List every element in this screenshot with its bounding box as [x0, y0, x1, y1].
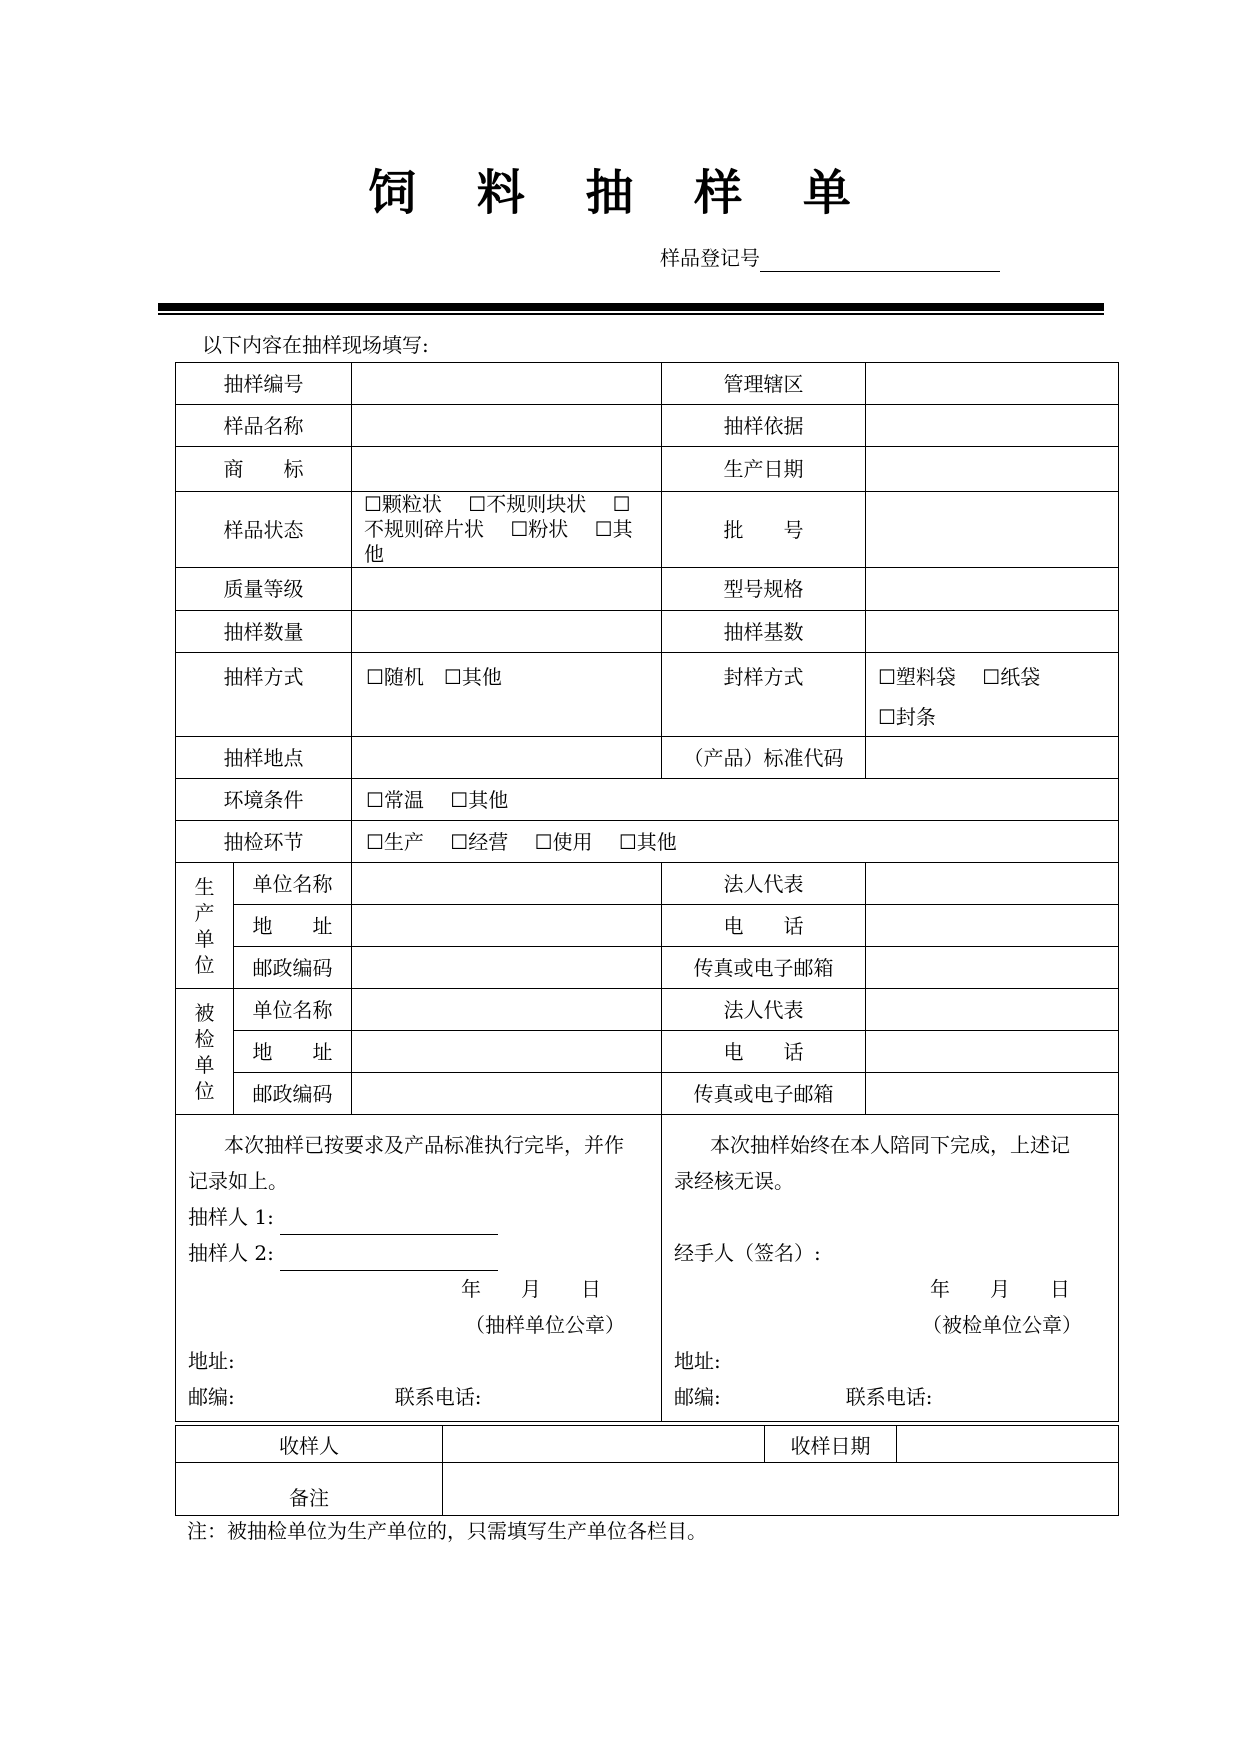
- handler-line[interactable]: [674, 1235, 1106, 1271]
- field-model-spec[interactable]: [866, 568, 1119, 611]
- label-inspection-stage: 抽检环节: [176, 821, 352, 863]
- producer-fax-label: 传真或电子邮箱: [662, 947, 866, 989]
- sample-state-options-line3: 他: [364, 542, 384, 566]
- sampler-phone: 联系电话:: [394, 1385, 482, 1409]
- inspected-phone: 联系电话:: [845, 1385, 933, 1409]
- label-quality-grade: 质量等级: [176, 568, 352, 611]
- inspected-row-postcode: [176, 1073, 1119, 1115]
- label-batch-number: 批 号: [662, 492, 866, 568]
- label-environment: 环境条件: [176, 779, 352, 821]
- producer-name-label: 单位名称: [234, 863, 352, 905]
- field-standard-code[interactable]: [866, 737, 1119, 779]
- label-sampling-location: 抽样地点: [176, 737, 352, 779]
- row-sampling-method: [176, 653, 1119, 737]
- sampler-seal: （抽样单位公章）: [465, 1313, 625, 1337]
- intro-text: 以下内容在抽样现场填写:: [202, 333, 429, 357]
- sampler2-line: [188, 1235, 649, 1271]
- producer-postcode-field[interactable]: [352, 947, 662, 989]
- inspected-fax-field[interactable]: [866, 1073, 1119, 1115]
- signature-row: [176, 1115, 1119, 1422]
- sampler-postcode: 邮编:: [188, 1385, 235, 1409]
- field-production-date[interactable]: [866, 447, 1119, 492]
- label-sampling-basis: 抽样依据: [662, 405, 866, 447]
- inspected-name-label: 单位名称: [234, 989, 352, 1031]
- label-sample-name: 样品名称: [176, 405, 352, 447]
- row-sample-quantity: [176, 611, 1119, 653]
- inspected-address: 地址:: [674, 1349, 721, 1373]
- sample-state-options-line2: 不规则碎片状 ☐粉状 ☐其: [364, 517, 633, 541]
- inspected-address-field[interactable]: [352, 1031, 662, 1073]
- receipt-row: [176, 1426, 1119, 1463]
- label-sampling-base: 抽样基数: [662, 611, 866, 653]
- field-sampling-location[interactable]: [352, 737, 662, 779]
- inspected-statement-line1: 本次抽样始终在本人陪同下完成，上述记: [710, 1133, 1070, 1157]
- inspected-legal-field[interactable]: [866, 989, 1119, 1031]
- producer-address-field[interactable]: [352, 905, 662, 947]
- sample-state-options[interactable]: [352, 492, 662, 568]
- label-sample-quantity: 抽样数量: [176, 611, 352, 653]
- registration-label: 样品登记号: [660, 246, 760, 270]
- environment-options[interactable]: ☐常温 ☐其他: [352, 779, 1119, 821]
- registration-field[interactable]: [760, 247, 1000, 272]
- field-sample-number[interactable]: [352, 363, 662, 405]
- remarks-label: 备注: [176, 1463, 443, 1516]
- sampler-date: 年 月 日: [461, 1277, 601, 1301]
- producer-legal-label: 法人代表: [662, 863, 866, 905]
- label-sealing-method: 封样方式: [662, 653, 866, 737]
- inspected-legal-label: 法人代表: [662, 989, 866, 1031]
- inspected-address-label: 地 址: [234, 1031, 352, 1073]
- header-rule-thick: [158, 303, 1104, 311]
- producer-row-address: [176, 905, 1119, 947]
- inspected-row-address: [176, 1031, 1119, 1073]
- inspected-postcode-field[interactable]: [352, 1073, 662, 1115]
- sampler1-line: [188, 1199, 649, 1235]
- inspected-phone-field[interactable]: [866, 1031, 1119, 1073]
- inspected-signature-block: [662, 1115, 1119, 1422]
- field-sample-name[interactable]: [352, 405, 662, 447]
- sampler-address: 地址:: [188, 1349, 235, 1373]
- inspected-contact-line: [674, 1379, 1106, 1415]
- field-batch-number[interactable]: [866, 492, 1119, 568]
- producer-phone-field[interactable]: [866, 905, 1119, 947]
- producer-name-field[interactable]: [352, 863, 662, 905]
- sampler2-label: 抽样人 2:: [188, 1241, 274, 1265]
- producer-address-label: 地 址: [234, 905, 352, 947]
- row-trademark: [176, 447, 1119, 492]
- field-sample-quantity[interactable]: [352, 611, 662, 653]
- label-jurisdiction: 管理辖区: [662, 363, 866, 405]
- sealing-options-line1: ☐塑料袋 ☐纸袋: [878, 665, 1041, 689]
- receiver-field[interactable]: [443, 1426, 765, 1463]
- receipt-date-label: 收样日期: [765, 1426, 897, 1463]
- row-sample-number: [176, 363, 1119, 405]
- row-sample-state: [176, 492, 1119, 568]
- producer-group-label: 生 产 单 位: [176, 863, 234, 989]
- inspected-name-field[interactable]: [352, 989, 662, 1031]
- sampling-method-options[interactable]: ☐随机 ☐其他: [352, 653, 662, 737]
- row-quality-grade: [176, 568, 1119, 611]
- label-production-date: 生产日期: [662, 447, 866, 492]
- row-inspection-stage: [176, 821, 1119, 863]
- field-trademark[interactable]: [352, 447, 662, 492]
- inspected-fax-label: 传真或电子邮箱: [662, 1073, 866, 1115]
- inspected-statement-line2: 录经核无误。: [674, 1169, 794, 1193]
- sampler-statement-line1: 本次抽样已按要求及产品标准执行完毕，并作: [224, 1133, 624, 1157]
- inspected-seal: （被检单位公章）: [922, 1313, 1082, 1337]
- sealing-method-options[interactable]: [866, 653, 1119, 737]
- field-quality-grade[interactable]: [352, 568, 662, 611]
- sample-state-options-line1: ☐颗粒状 ☐不规则块状 ☐: [364, 492, 631, 516]
- label-sample-number: 抽样编号: [176, 363, 352, 405]
- producer-row-postcode: [176, 947, 1119, 989]
- label-sampling-method: 抽样方式: [176, 653, 352, 737]
- form-title: 饲 料 抽 样 单: [368, 165, 873, 221]
- row-sample-name: [176, 405, 1119, 447]
- producer-fax-field[interactable]: [866, 947, 1119, 989]
- sealing-options-line2: ☐封条: [878, 705, 936, 729]
- label-trademark: 商 标: [176, 447, 352, 492]
- sampling-form-table: [175, 362, 1119, 1422]
- producer-postcode-label: 邮政编码: [234, 947, 352, 989]
- sampler1-label: 抽样人 1:: [188, 1205, 274, 1229]
- inspected-phone-label: 电 话: [662, 1031, 866, 1073]
- producer-phone-label: 电 话: [662, 905, 866, 947]
- handler-label: 经手人（签名）:: [674, 1241, 821, 1265]
- footnote: 注：被抽检单位为生产单位的，只需填写生产单位各栏目。: [187, 1519, 707, 1543]
- inspection-stage-options[interactable]: ☐生产 ☐经营 ☐使用 ☐其他: [352, 821, 1119, 863]
- inspected-date: 年 月 日: [930, 1277, 1070, 1301]
- sampler1-field[interactable]: [280, 1210, 498, 1235]
- registration-number: [660, 244, 1000, 272]
- producer-legal-field[interactable]: [866, 863, 1119, 905]
- sampler-signature-block: [176, 1115, 662, 1422]
- sampler-contact-line: [188, 1379, 649, 1415]
- label-sample-state: 样品状态: [176, 492, 352, 568]
- remarks-field[interactable]: [443, 1463, 1119, 1516]
- receipt-table: [175, 1425, 1119, 1516]
- label-standard-code: （产品）标准代码: [662, 737, 866, 779]
- sampler-statement-line2: 记录如上。: [188, 1169, 288, 1193]
- inspected-group-label: 被 检 单 位: [176, 989, 234, 1115]
- receipt-date-field[interactable]: [897, 1426, 1119, 1463]
- header-rule-thin: [158, 313, 1104, 315]
- inspected-row-name: [176, 989, 1119, 1031]
- field-jurisdiction[interactable]: [866, 363, 1119, 405]
- label-model-spec: 型号规格: [662, 568, 866, 611]
- receiver-label: 收样人: [176, 1426, 443, 1463]
- field-sampling-basis[interactable]: [866, 405, 1119, 447]
- sampler2-field[interactable]: [280, 1246, 498, 1271]
- producer-row-name: [176, 863, 1119, 905]
- field-sampling-base[interactable]: [866, 611, 1119, 653]
- row-sampling-location: [176, 737, 1119, 779]
- inspected-postcode-label: 邮政编码: [234, 1073, 352, 1115]
- inspected-postcode: 邮编:: [674, 1385, 721, 1409]
- remarks-row: [176, 1463, 1119, 1516]
- row-environment: [176, 779, 1119, 821]
